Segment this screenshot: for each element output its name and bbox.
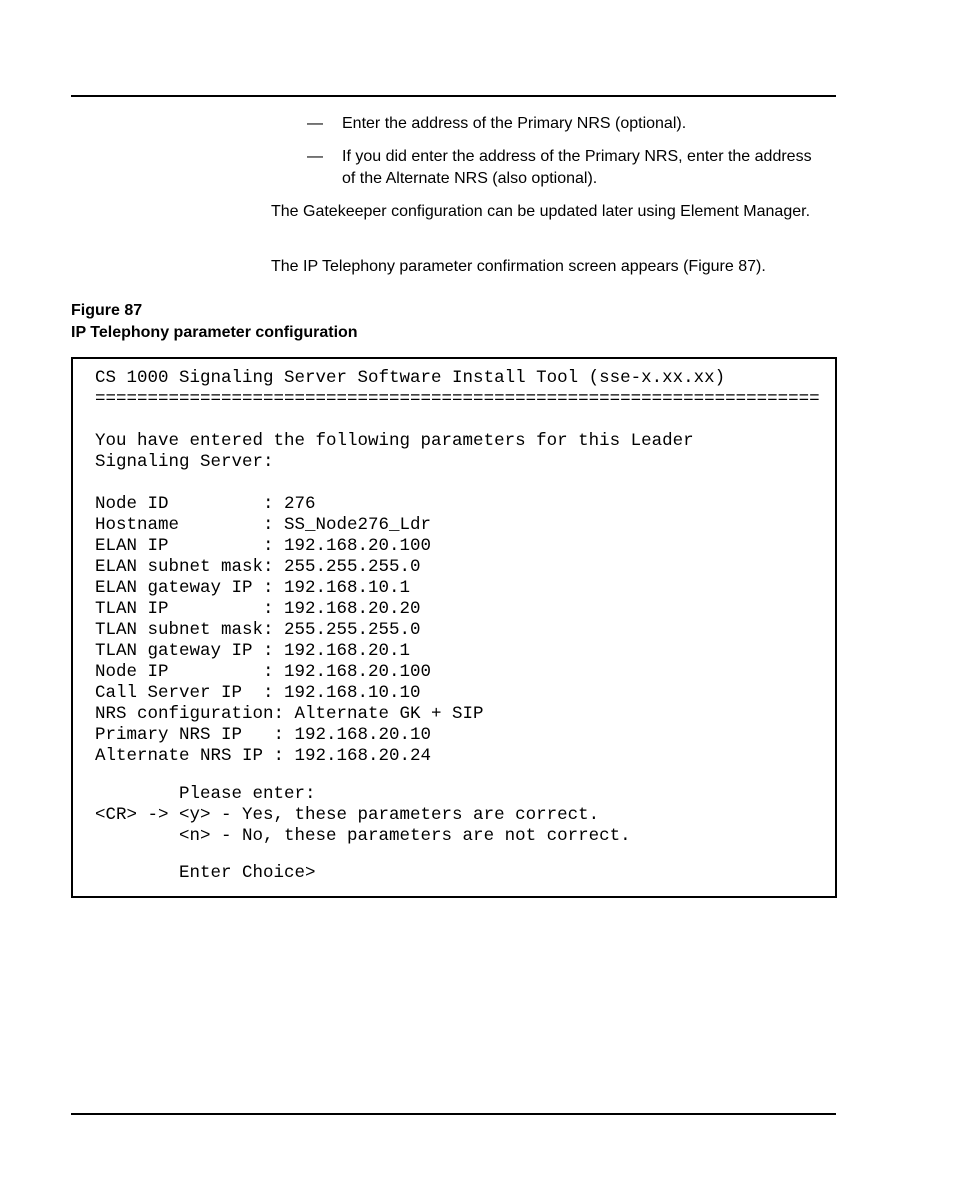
param-primary-nrs-ip: Primary NRS IP : 192.168.20.10 bbox=[95, 725, 432, 745]
param-tlan-subnet-mask: TLAN subnet mask: 255.255.255.0 bbox=[95, 620, 421, 640]
bullet-dash: — bbox=[307, 148, 323, 165]
terminal-intro-line: You have entered the following parameters for this Leader bbox=[95, 431, 694, 451]
bullet-text: Enter the address of the Primary NRS (optional). bbox=[342, 115, 687, 132]
paragraph-gatekeeper-note: The Gatekeeper configuration can be updated later using Element Manager. bbox=[271, 203, 811, 220]
terminal-intro-line: Signaling Server: bbox=[95, 452, 274, 472]
param-nrs-configuration: NRS configuration: Alternate GK + SIP bbox=[95, 704, 484, 724]
terminal-header: CS 1000 Signaling Server Software Install Tool (sse-x.xx.xx) bbox=[95, 368, 726, 388]
terminal-enter-choice: Enter Choice> bbox=[95, 863, 316, 883]
figure-title: IP Telephony parameter configuration bbox=[71, 324, 358, 341]
footer-rule bbox=[71, 1113, 836, 1115]
paragraph-confirmation-screen: The IP Telephony parameter confirmation screen appears (Figure 87). bbox=[271, 258, 766, 275]
terminal-option-yes: <CR> -> <y> - Yes, these parameters are correct. bbox=[95, 805, 600, 825]
bullet-text: If you did enter the address of the Primary NRS, enter the address of the Alternate NRS (also optional). bbox=[342, 148, 812, 187]
bullet-item-primary-nrs bbox=[307, 113, 817, 135]
figure-caption bbox=[71, 300, 358, 344]
param-hostname: Hostname : SS_Node276_Ldr bbox=[95, 515, 432, 535]
param-tlan-gateway-ip: TLAN gateway IP : 192.168.20.1 bbox=[95, 641, 411, 661]
param-node-id: Node ID : 276 bbox=[95, 494, 316, 514]
param-node-ip: Node IP : 192.168.20.100 bbox=[95, 662, 432, 682]
terminal-separator: ===================================================================== bbox=[95, 389, 820, 409]
bullet-dash: — bbox=[307, 115, 323, 132]
terminal-prompt-header: Please enter: bbox=[95, 784, 316, 804]
param-elan-subnet-mask: ELAN subnet mask: 255.255.255.0 bbox=[95, 557, 421, 577]
header-rule bbox=[71, 95, 836, 97]
param-tlan-ip: TLAN IP : 192.168.20.20 bbox=[95, 599, 421, 619]
param-call-server-ip: Call Server IP : 192.168.10.10 bbox=[95, 683, 421, 703]
terminal-option-no: <n> - No, these parameters are not correct. bbox=[95, 826, 631, 846]
bullet-item-alternate-nrs bbox=[307, 146, 817, 190]
figure-number: Figure 87 bbox=[71, 302, 143, 319]
terminal-screen bbox=[71, 357, 837, 898]
param-alternate-nrs-ip: Alternate NRS IP : 192.168.20.24 bbox=[95, 746, 432, 766]
param-elan-gateway-ip: ELAN gateway IP : 192.168.10.1 bbox=[95, 578, 411, 598]
param-elan-ip: ELAN IP : 192.168.20.100 bbox=[95, 536, 432, 556]
